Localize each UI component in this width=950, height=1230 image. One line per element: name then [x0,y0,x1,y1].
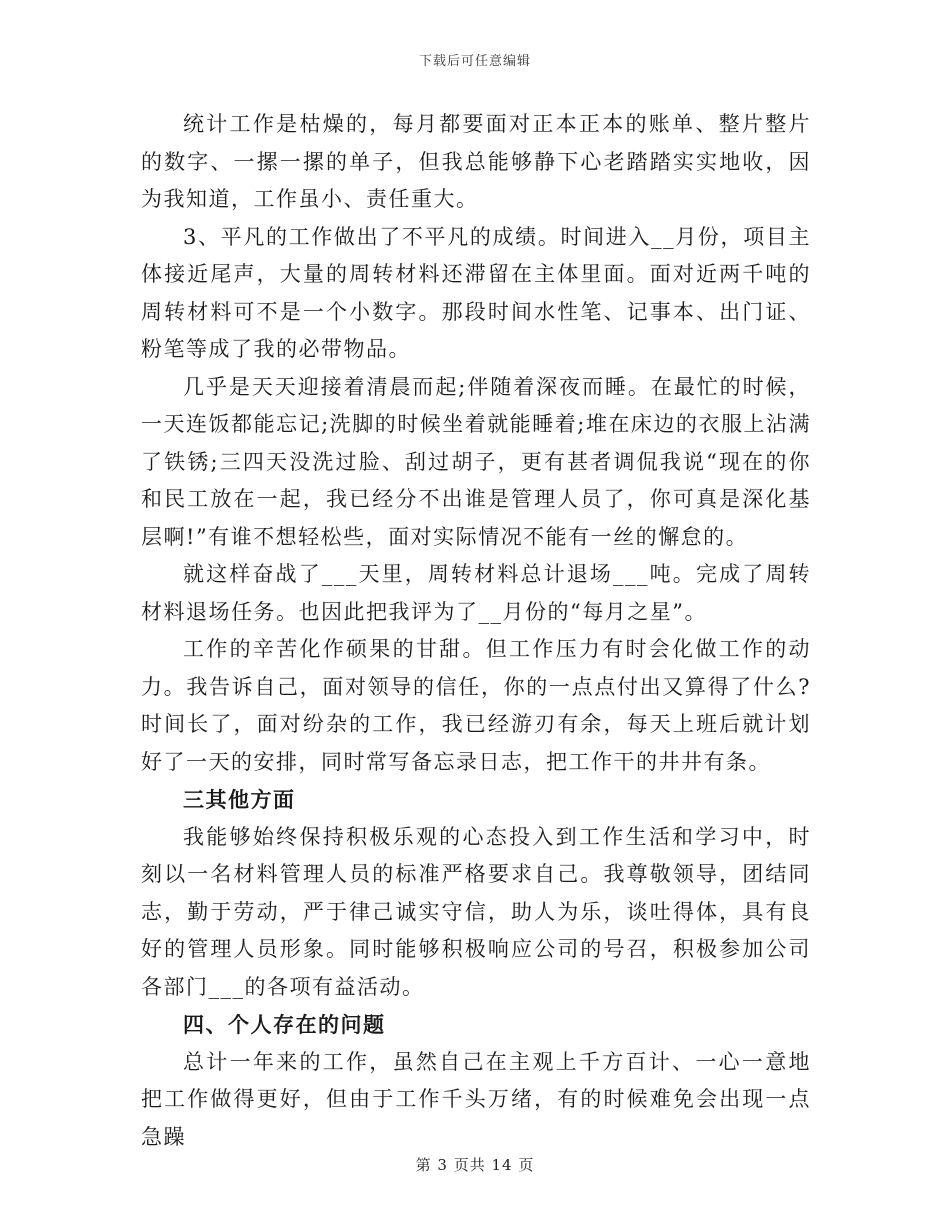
paragraph-statistics-work: 统计工作是枯燥的，每月都要面对正本正本的账单、整片整片的数字、一摞一摞的单子，但我总能够静下心老踏踏实实地收，因为我知道，工作虽小、责任重大。 [141,112,811,211]
page-header: 下载后可任意编辑 [418,54,531,69]
paragraph-material-withdrawal: 就这样奋战了___天里，周转材料总计退场___吨。完成了周转材料退场任务。也因此把我评为了__月份的“每月之星”。 [141,562,811,624]
paragraph-work-pressure: 工作的辛苦化作硕果的甘甜。但工作压力有时会化做工作的动力。我告诉自己，面对领导的信任，你的一点点付出又算得了什么?时间长了，面对纷杂的工作，我已经游刃有余，每天上班后就计划好了一天的安排，同时常写备忘录日志，把工作干的井井有条。 [141,637,811,774]
paragraph-attitude: 我能够始终保持积极乐观的心态投入到工作生活和学习中，时刻以一名材料管理人员的标准严格要求自己。我尊敬领导，团结同志，勤于劳动，严于律己诚实守信，助人为乐，谈吐得体，具有良好的管理人员形象。同时能够积极响应公司的号召，积极参加公司各部门___的各项有益活动。 [141,824,811,999]
page-number: 第 3 页共 14 页 [415,1156,535,1174]
paragraph-daily-routine: 几乎是天天迎接着清晨而起;伴随着深夜而睡。在最忙的时候，一天连饭都能忘记;洗脚的时候坐着就能睡着;堆在床边的衣服上沾满了铁锈;三四天没洗过脸、刮过胡子，更有甚者调侃我说“现在的你和民工放在一起，我已经分不出谁是管理人员了，你可真是深化基层啊!”有谁不想轻松些，面对实际情况不能有一丝的懈怠的。 [141,374,811,549]
paragraph-year-summary: 总计一年来的工作，虽然自己在主观上千方百计、一心一意地把工作做得更好，但由于工作千头万绪，有的时候难免会出现一点急躁 [141,1049,811,1149]
section-heading-other-aspects: 三其他方面 [183,787,296,812]
document-body [141,106,811,1156]
section-heading-personal-problems: 四、个人存在的问题 [183,1012,386,1037]
paragraph-ordinary-work: 3、平凡的工作做出了不平凡的成绩。时间进入__月份，项目主体接近尾声，大量的周转材料还滞留在主体里面。面对近两千吨的周转材料可不是一个小数字。那段时间水性笔、记事本、出门证、粉笔等成了我的必带物品。 [141,224,811,361]
